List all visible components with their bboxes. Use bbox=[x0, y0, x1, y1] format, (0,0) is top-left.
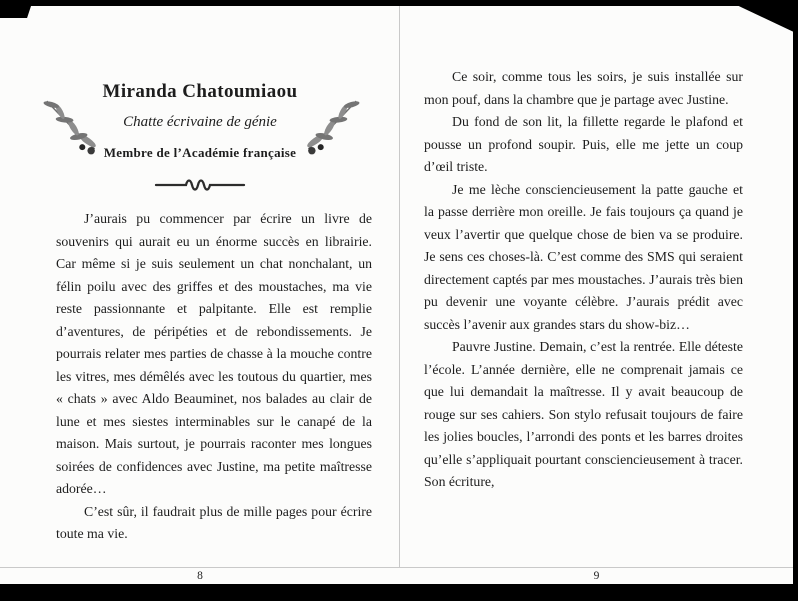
subtitle: Chatte écrivaine de génie bbox=[123, 114, 277, 130]
page-title: Miranda Chatoumiaou bbox=[102, 81, 298, 102]
paragraph: C’est sûr, il faudrait plus de mille pages pour écrire toute ma vie. bbox=[56, 503, 372, 541]
paragraph: Du fond de son lit, la fillette regarde le plafond et pousse un profond soupir. Puis, elle me jette un coup d’œil triste. bbox=[424, 114, 743, 174]
page-number-left: 8 bbox=[197, 570, 203, 582]
paragraph: Pauvre Justine. Demain, c’est la rentrée. Elle déteste l’école. L’année dernière, elle ne comprenait jamais ce que lui demandait la maîtresse. Il y avait beaucoup de rouge sur ses cahiers. Son stylo refusait toujours de faire les jolies boucles, l’arrondi des ponts et les barres droites qu’elle s’appliquait pourtant consciencieusement à tracer. Son écriture, bbox=[424, 339, 743, 489]
book-spread bbox=[0, 6, 793, 584]
page-number-right: 9 bbox=[593, 570, 600, 582]
paragraph: Je me lèche consciencieusement la patte gauche et la passe derrière mon oreille. Je fais toujours ça quand je veux l’avertir que quelque chose de bien va se produire. Je sens ces choses-là. C’est comme des SMS qui seraient directement captés par mes moustaches. J’aurais très bien pu devenir une voyante célèbre. J’aurais prédit avec succès l’avenir aux grandes stars du show-biz… bbox=[424, 181, 743, 332]
right-page-text bbox=[424, 66, 743, 494]
chapter-header bbox=[20, 80, 380, 194]
affiliation: Membre de l’Académie française bbox=[103, 145, 297, 160]
paragraph: J’aurais pu commencer par écrire un livre de souvenirs qui aurait eu un énorme succès en librairie. Car même si je suis seulement un chat nonchalant, un félin poilu avec des griffes et des moustaches, ma vie reste passionnante et palpitante. Elle est remplie d’aventures, de péripéties et de rebondissements. Je pourrais relater mes parties de chasse à la mouche contre les vitres, mes démêlés avec les toutous du quartier, mes « chats » avec Aldo Beauminet, nos balades au clair de lune et mes siestes interminables sur le canapé de la maison. Mais surtout, je pourrais raconter mes longues soirées de confidences avec Justine, ma petite maîtresse adorée… bbox=[56, 211, 372, 496]
squiggle-ornament-icon bbox=[20, 176, 380, 194]
page-gutter-line bbox=[399, 6, 400, 567]
page-bottom-edge-line bbox=[0, 567, 793, 568]
paragraph: Ce soir, comme tous les soirs, je suis installée sur mon pouf, dans la chambre que je partage avec Justine. bbox=[424, 69, 743, 107]
left-page-text bbox=[56, 208, 372, 546]
